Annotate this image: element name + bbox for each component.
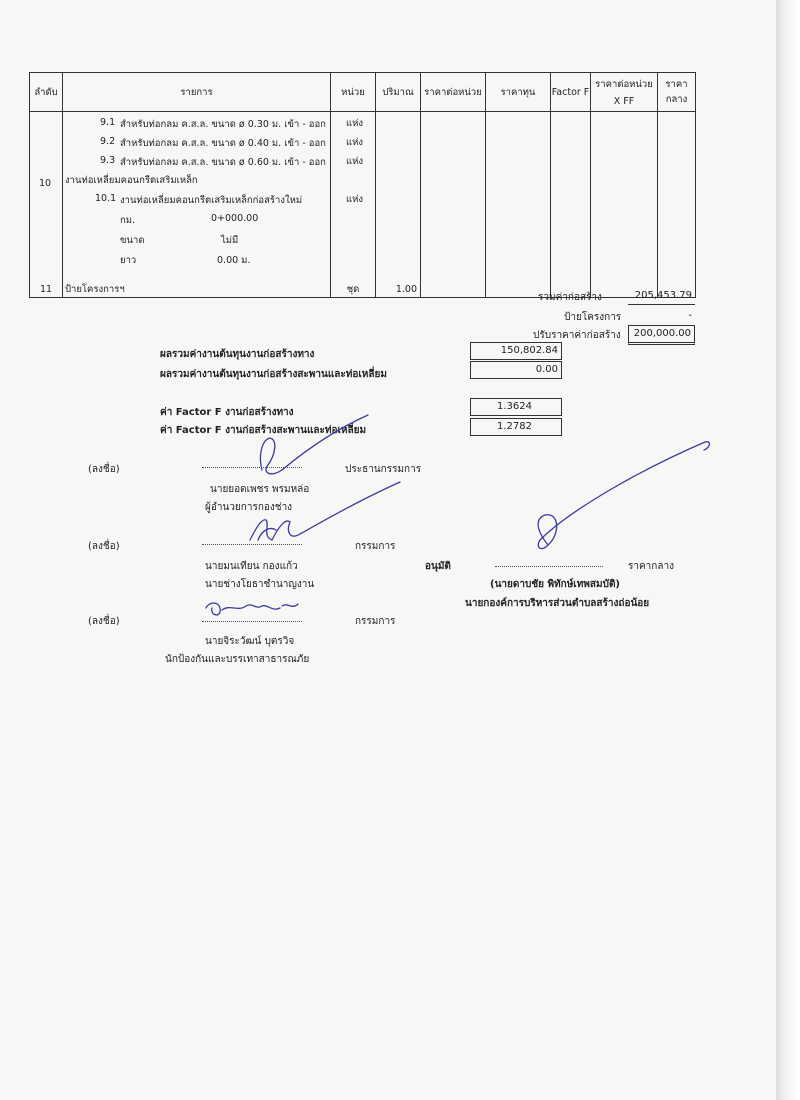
header-qty: ปริมาณ [376, 73, 421, 112]
detail-km-label: กม. [120, 215, 136, 226]
unit-cell: แห่ง [346, 137, 364, 148]
sign-prefix: (ลงชื่อ) [88, 464, 120, 475]
signer-title: นายช่างโยธาชำนาญงาน [205, 579, 315, 590]
row-no: 10 [39, 178, 52, 189]
committee-role: กรรมการ [355, 541, 396, 552]
header-unit: หน่วย [331, 73, 376, 112]
item-text: สำหรับท่อกลม ค.ส.ล. ขนาด ø 0.60 ม. เข้า - ออก [120, 157, 326, 168]
header-factor: Factor F [551, 73, 591, 112]
header-unit-price-ff-line2: X FF [613, 96, 635, 107]
header-item: รายการ [63, 73, 331, 112]
factor-bridge-value: 1.2782 [470, 418, 562, 436]
detail-size-value: ไม่มี [221, 235, 239, 246]
detail-length-value: 0.00 ม. [217, 255, 251, 266]
qty-cell: 1.00 [376, 282, 421, 298]
item-text: สำหรับท่อกลม ค.ส.ล. ขนาด ø 0.40 ม. เข้า - ออก [120, 138, 326, 149]
road-cost-value: 150,802.84 [470, 342, 562, 360]
factor-bridge-label: ค่า Factor F งานก่อสร้างสะพานและท่อเหลี่ยม [160, 425, 367, 436]
signature-3 [206, 603, 298, 615]
signer-name: นายจิระวัฒน์ บุตรวิจ [205, 636, 295, 647]
item-text: งานท่อเหลี่ยมคอนกรีตเสริมเหล็ก [65, 175, 198, 186]
committee-role: กรรมการ [355, 616, 396, 627]
row-no: 11 [30, 282, 63, 298]
unit-cell: ชุด [331, 282, 376, 298]
total-label: รวมค่าก่อสร้าง [538, 292, 602, 303]
approver-name: (นายดาบชัย พิทักษ์เทพสมบัติ) [490, 579, 621, 590]
unit-cell: แห่ง [346, 118, 364, 129]
unit-cell: แห่ง [346, 194, 364, 205]
adjusted-value: 200,000.00 [628, 325, 695, 345]
unit-cell: แห่ง [346, 156, 364, 167]
item-code: 10.1 [95, 193, 117, 204]
detail-length-label: ยาว [120, 255, 137, 266]
header-median-price: ราคากลาง [658, 73, 696, 112]
signature-2 [250, 482, 400, 540]
item-code: 9.1 [100, 117, 116, 128]
header-cost: ราคาทุน [486, 73, 551, 112]
signer-name: นายมนเทียน กองแก้ว [205, 561, 298, 572]
sign-prefix: (ลงชื่อ) [88, 541, 120, 552]
approve-label: อนุมัติ [425, 561, 451, 572]
detail-km-value: 0+000.00 [211, 213, 259, 224]
item-code: 9.2 [100, 136, 116, 147]
committee-role: ประธานกรรมการ [345, 464, 422, 475]
header-unit-price-ff-line1: ราคาต่อหน่วย [595, 79, 653, 90]
signature-1 [260, 415, 368, 474]
road-cost-label: ผลรวมค่างานต้นทุนงานก่อสร้างทาง [160, 349, 315, 360]
factor-road-label: ค่า Factor F งานก่อสร้างทาง [160, 407, 294, 418]
header-unit-cost: ราคาต่อหน่วย [421, 73, 486, 112]
approver-title: นายกองค์การบริหารส่วนตำบลสร้างถ่อน้อย [465, 598, 650, 609]
approve-role: ราคากลาง [628, 561, 674, 572]
header-no: ลำดับ [30, 73, 63, 112]
bridge-cost-label: ผลรวมค่างานต้นทุนงานก่อสร้างสะพานและท่อเหลี่ยม [160, 369, 387, 380]
approver-signature [538, 442, 709, 549]
sign-value: - [688, 310, 692, 321]
bridge-cost-value: 0.00 [470, 361, 562, 379]
item-code: 9.3 [100, 155, 116, 166]
item-text: งานท่อเหลี่ยมคอนกรีตเสริมเหล็กก่อสร้างใหม่ [120, 195, 303, 206]
signer-name: นายยอดเพชร พรมหล่อ [210, 484, 310, 495]
factor-road-value: 1.3624 [470, 398, 562, 416]
sign-prefix: (ลงชื่อ) [88, 616, 120, 627]
item-text: สำหรับท่อกลม ค.ส.ล. ขนาด ø 0.30 ม. เข้า - ออก [120, 119, 326, 130]
detail-size-label: ขนาด [120, 235, 145, 246]
adjusted-label: ปรับราคาค่าก่อสร้าง [533, 330, 621, 341]
signer-title: ผู้อำนวยการกองช่าง [205, 502, 293, 513]
item-text: ป้ายโครงการฯ [63, 282, 331, 298]
sign-label: ป้ายโครงการ [564, 312, 622, 323]
total-value: 205,453.79 [628, 288, 695, 305]
signer-title: นักป้องกันและบรรเทาสาธารณภัย [165, 654, 310, 665]
